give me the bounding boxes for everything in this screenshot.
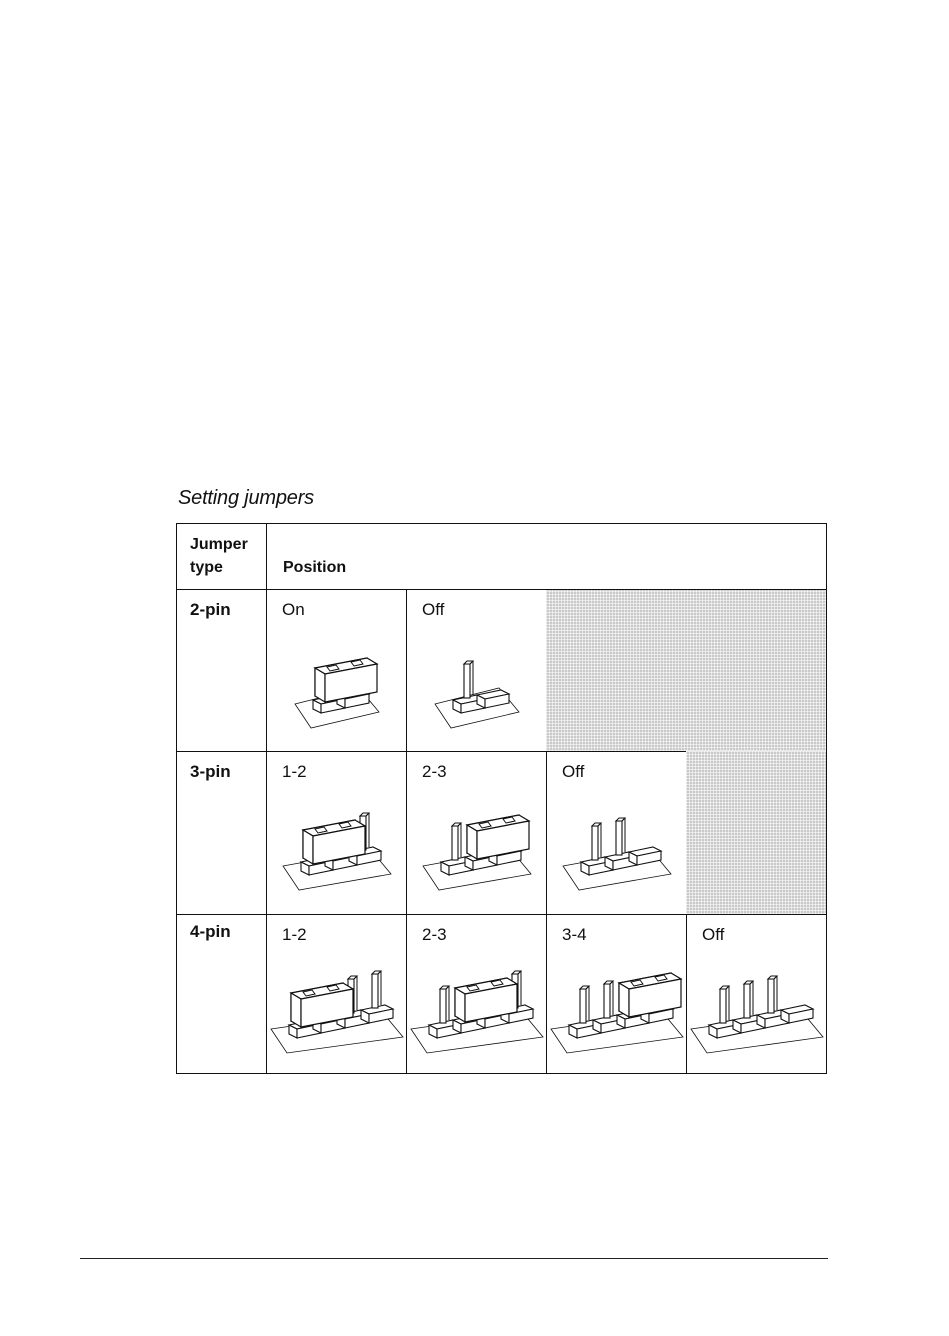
jumper-illustration [267, 634, 406, 744]
jumper-cell [547, 752, 686, 912]
jumper-drawing [563, 818, 671, 890]
jumper-drawing [551, 973, 683, 1053]
table-border-top [176, 523, 827, 524]
row-label-2-pin: 2-pin [190, 600, 231, 619]
jumper-illustration [687, 959, 826, 1069]
page-footer-rule [80, 1258, 828, 1259]
position-label: 3-4 [562, 925, 587, 944]
jumper-cell [267, 590, 406, 750]
row-label-4-pin: 4-pin [190, 922, 231, 941]
shaded-empty-area-top [546, 589, 827, 751]
jumper-drawing [435, 661, 519, 728]
shaded-empty-area-right [686, 751, 827, 914]
column-divider-3 [546, 751, 547, 1074]
header-divider [176, 589, 827, 590]
jumper-cell [267, 915, 406, 1075]
column-divider-4 [686, 914, 687, 1074]
table-border-bottom [176, 1073, 826, 1074]
jumper-drawing [283, 813, 391, 890]
position-label: Off [702, 925, 725, 944]
position-label: 1-2 [282, 925, 307, 944]
jumper-cell [407, 915, 546, 1075]
jumper-illustration [407, 634, 546, 744]
jumper-settings-table [176, 523, 827, 1074]
position-label: Off [422, 600, 445, 619]
label-column-divider [266, 523, 267, 1074]
jumper-illustration [407, 959, 546, 1069]
header-jumper-type: Jumper type [190, 536, 248, 576]
jumper-drawing [295, 658, 379, 728]
row-divider-1 [176, 751, 686, 752]
jumper-cell [267, 752, 406, 912]
row-label-3-pin: 3-pin [190, 762, 231, 781]
table-border-left [176, 523, 177, 1074]
jumper-illustration [407, 796, 546, 906]
row-divider-2 [176, 914, 827, 915]
position-label: 1-2 [282, 762, 307, 781]
position-label: 2-3 [422, 762, 447, 781]
jumper-illustration [547, 959, 686, 1069]
jumper-drawing [411, 971, 543, 1053]
jumper-illustration [267, 959, 406, 1069]
jumper-illustration [267, 796, 406, 906]
jumper-drawing [271, 971, 403, 1053]
jumper-drawing [423, 815, 531, 890]
table-caption: Setting jumpers [178, 487, 314, 509]
jumper-cell [407, 752, 546, 912]
jumper-cell [547, 915, 686, 1075]
position-label: 2-3 [422, 925, 447, 944]
header-position: Position [283, 559, 347, 576]
position-label: On [282, 600, 305, 619]
table-border-right [826, 523, 827, 1074]
jumper-cell [687, 915, 826, 1075]
position-label: Off [562, 762, 585, 781]
jumper-illustration [547, 796, 686, 906]
jumper-drawing [691, 976, 823, 1053]
column-divider-2 [406, 589, 407, 1074]
jumper-cell [407, 590, 546, 750]
